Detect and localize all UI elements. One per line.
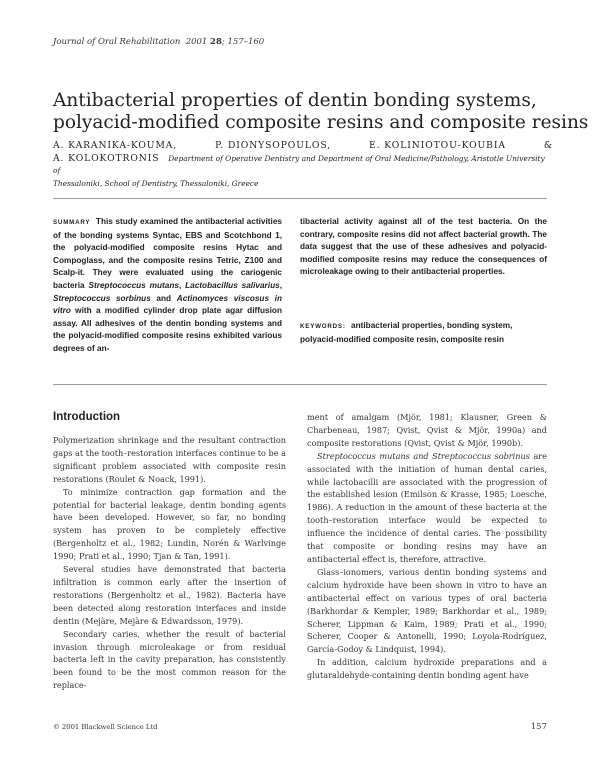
abstract-label: SUMMARY [53,219,91,226]
copyright: © 2001 Blackwell Science Ltd [53,723,158,731]
species-sep-1: , [178,280,182,290]
journal-pages: 157–160 [227,37,265,47]
body-column-left [53,434,286,692]
keywords-label: KEYWORDS: [300,323,346,330]
species-4: Actinomyces viscosus in vitro [53,293,282,316]
divider-bottom [53,384,547,385]
abstract-left [53,216,282,356]
intro-paragraph-3: Several studies have demonstrated that bacteria infiltration is common early after the insertion of restorations (Bergenholtz et al., 1982). Bacteria have been detected along restoration interfaces and inside dentin (Mejàre, Mejàre & Edwardsson, 1979). [53,564,286,626]
affiliation-2: Thessaloniki, School of Dentistry, Thessaloniki, Greece [53,178,259,188]
species-sep-2: , [279,280,282,290]
author-affiliation-line [53,153,553,178]
article-title [53,90,589,134]
affiliation-1: Department of Operative Dentistry and Department of Oral Medicine/Pathology, Aristotle University of [53,153,545,175]
intro-paragraph-4: Secondary caries, whether the result of bacterial invasion through microleakage or from residual bacteria left in the cavity preparation, has consistently been found to be the most common reason for the replace- [53,628,286,691]
body-column-right [307,411,547,682]
author-4: A. KOLOKOTRONIS [53,152,160,164]
journal-year: 2001 [185,37,208,47]
author-ampersand: & [543,140,553,151]
intro-paragraph-2: To minimize contraction gap formation and the potential for bacterial leakage, dentin bonding agents have been developed. However, so far, no bonding system has proven to be completely effective (Bergenholtz et al., 1982; Lundin, Norén & Warlvinge 1990; Prati et al., 1990; Tjan & Tan, 1991). [53,486,286,562]
species-and: and [156,293,172,303]
section-heading-introduction: Introduction [53,411,121,423]
intro-paragraph-8: In addition, calcium hydroxide preparations and a glutaraldehyde-containing dentin bonding agent have [307,657,547,681]
author-1: A. KARANIKA-KOUMA, [53,140,178,151]
author-2: P. DIONYSOPOULOS, [215,140,332,151]
intro-paragraph-1: Polymerization shrinkage and the resultant contraction gaps at the tooth–restoration interfaces continue to be a significant problem associated with composite resin restorations (Roulet & Noack, 1991). [53,435,286,484]
intro-paragraph-6 [307,450,547,566]
abstract-right [300,216,547,279]
species-1: Streptococcus mutans [88,280,179,290]
author-line [53,140,553,153]
title-line-1: Antibacterial properties of dentin bonding systems, [53,90,537,111]
journal-citation: Journal of Oral Rehabilitation 2001 28; 157–160 [53,37,265,47]
abstract-text-b: with a modified cylinder drop plate agar diffusion assay. All adhesives of the dentin bonding systems and the polyacid-modified composite resins exhibited various degrees of an- [53,306,282,353]
keywords [300,320,547,346]
intro-paragraph-7: Glass–ionomers, various dentin bonding systems and calcium hydroxide have been shown in vitro to have an antibacterial effect on various types of oral bacteria (Barkhordar & Kempler, 1989; Barkhordar et al., 1989; Scherer, Lippman & Kaim, 1989; Prati et al., 1990; Scherer, Cooper & Antonelli, 1990; Loyola-Rodríguez, García-Godoy & Lindquist, 1994). [307,566,547,655]
author-block [53,140,553,190]
abstract-text-a: This study examined the antibacterial activities of the bonding systems Syntac, EBS and Scotchbond 1, the polyacid-modified composite resins Hytac and Compoglass, and the composite resins Tetric, Z100 and Scalp-it. They were evaluated using the cariogenic bacteria [53,217,282,290]
divider-top [53,198,547,199]
species-3: Streptococcus sorbinus [53,293,151,303]
journal-volume: 28 [210,37,222,47]
abstract-text-c: tibacterial activity against all of the test bacteria. On the contrary, composite resins did not affect bacterial growth. The data suggest that the use of these adhesives and polyacid-modified composite resins may reduce the consequences of microleakage owing to their antibacterial properties. [300,217,547,277]
species-italic: Streptococcus mutans and Streptococcus sobrinus [317,450,530,461]
journal-name: Journal of Oral Rehabilitation [53,37,181,47]
page-number: 157 [530,722,547,732]
keywords-text: antibacterial properties, bonding system, polyacid-modified composite resin, composite resin [300,321,513,344]
intro-paragraph-5: ment of amalgam (Mjör, 1981; Klausner, Green & Charbeneau, 1987; Qvist, Qvist & Mjör, 1990a) and composite restorations (Qvist, Qvist & Mjör, 1990b). [307,412,547,448]
title-line-2: polyacid-modified composite resins and composite resins [53,112,589,133]
author-3: E. KOLINIOTOU-KOUBIA [369,140,506,151]
intro-paragraph-6-text: are associated with the initiation of human dental caries, while lactobacilli are associated with the progression of the established lesion (Emilson & Krasse, 1985; Loesche, 1986). A reduction in the amount of these bacteria at the tooth–restoration interface would be expected to influence the incidence of dental caries. The possibility that composite or bonding resins may have an antibacterial effect is, therefore, attractive. [307,450,547,564]
species-2: Lactobacillus salivarius [185,280,280,290]
